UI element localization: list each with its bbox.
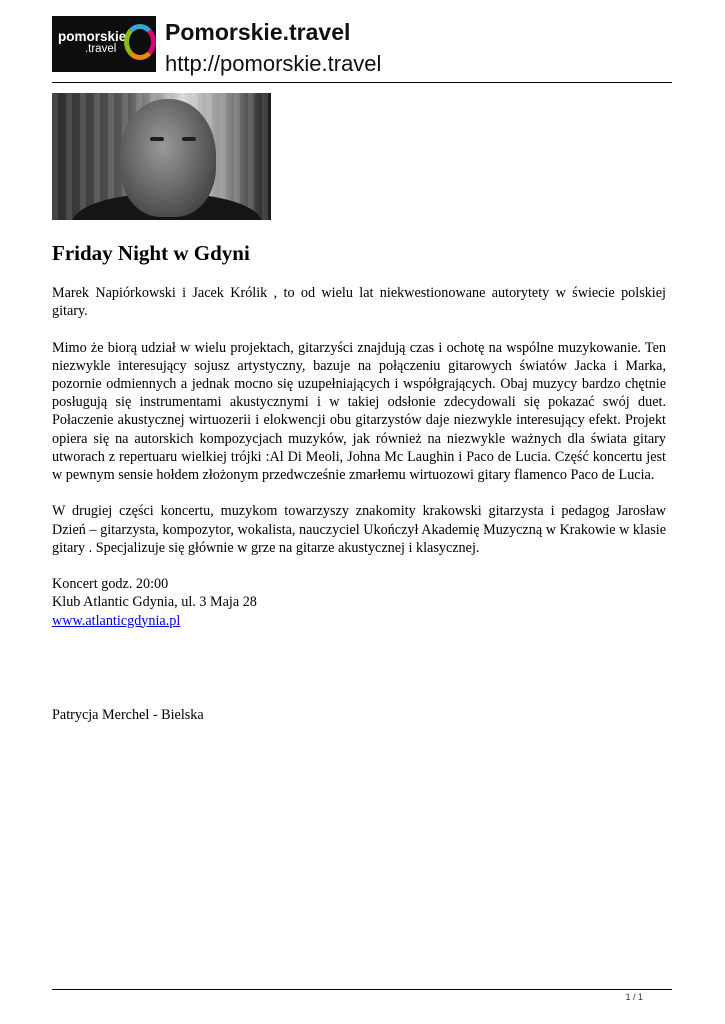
photo-eye-left — [150, 137, 164, 141]
site-logo[interactable] — [52, 16, 156, 72]
page-header — [52, 16, 672, 82]
article-paragraph: W drugiej części koncertu, muzykom towarzyszy znakomity krakowski gitarzysta i pedagog Jarosław Dzień – gitarzysta, kompozytor, wokalista, nauczyciel Ukończył Akademię Muzyczną w Krakowie w klasie gitary . Specjalizuje się głównie w grze na gitarze akustycznej i klasycznej. — [52, 503, 666, 556]
logo-main-text: pomorskie — [58, 29, 127, 44]
article-paragraph: Mimo że biorą udział w wielu projektach, gitarzyści znajdują czas i ochotę na wspólne muzykowanie. Ten niezwykle interesujący sojusz artystyczny, bazuje na połączeniu gitarowych światów Jacka i Marka, pozornie odmiennych a jednak mocno się uzupełniających i współgrających. Obaj muzycy bardzo chętnie posługują się instrumentami akustycznymi i w takiej odsłonie zdecydowali się pokazać swój duet. Połaczenie akustycznej wirtuozerii i elokwencji obu gitarzystów daje niezwykle interesujący efekt. Projekt opiera się na autorskich kompozycjach muzyków, jak również na niezwykle ważnych dla świata gitary utworach z repertuaru wielkiej trójki :Al Di Meoli, Johna Mc Laughin i Paco de Lucia. Część koncertu jest w pewnym sensie hołdem złożonym przedwcześnie zmarłemu wirtuozowi gitary flamenco Paco de Lucia. — [52, 339, 666, 484]
article-paragraph: Marek Napiórkowski i Jacek Królik , to od wielu lat niekwestionowane autorytety w świecie polskiej gitary. — [52, 285, 666, 320]
logo-ring-icon — [124, 24, 156, 60]
logo-sub-text: .travel — [84, 43, 117, 55]
page-number: 1 / 1 — [625, 992, 643, 1002]
header-divider — [52, 82, 672, 83]
article-title: Friday Night w Gdyni — [52, 241, 250, 265]
article-author: Patrycja Merchel - Bielska — [52, 707, 204, 723]
site-url: http://pomorskie.travel — [165, 51, 382, 76]
venue-link[interactable]: www.atlanticgdynia.pl — [52, 612, 181, 629]
concert-venue: Klub Atlantic Gdynia, ul. 3 Maja 28 — [52, 594, 257, 611]
article-body — [52, 284, 666, 630]
footer-divider — [52, 989, 672, 990]
concert-time: Koncert godz. 20:00 — [52, 576, 169, 593]
site-title: Pomorskie.travel — [165, 19, 351, 45]
article-photo — [52, 93, 271, 220]
logo-text — [58, 30, 126, 56]
photo-eye-right — [182, 137, 196, 141]
photo-face — [120, 99, 216, 217]
